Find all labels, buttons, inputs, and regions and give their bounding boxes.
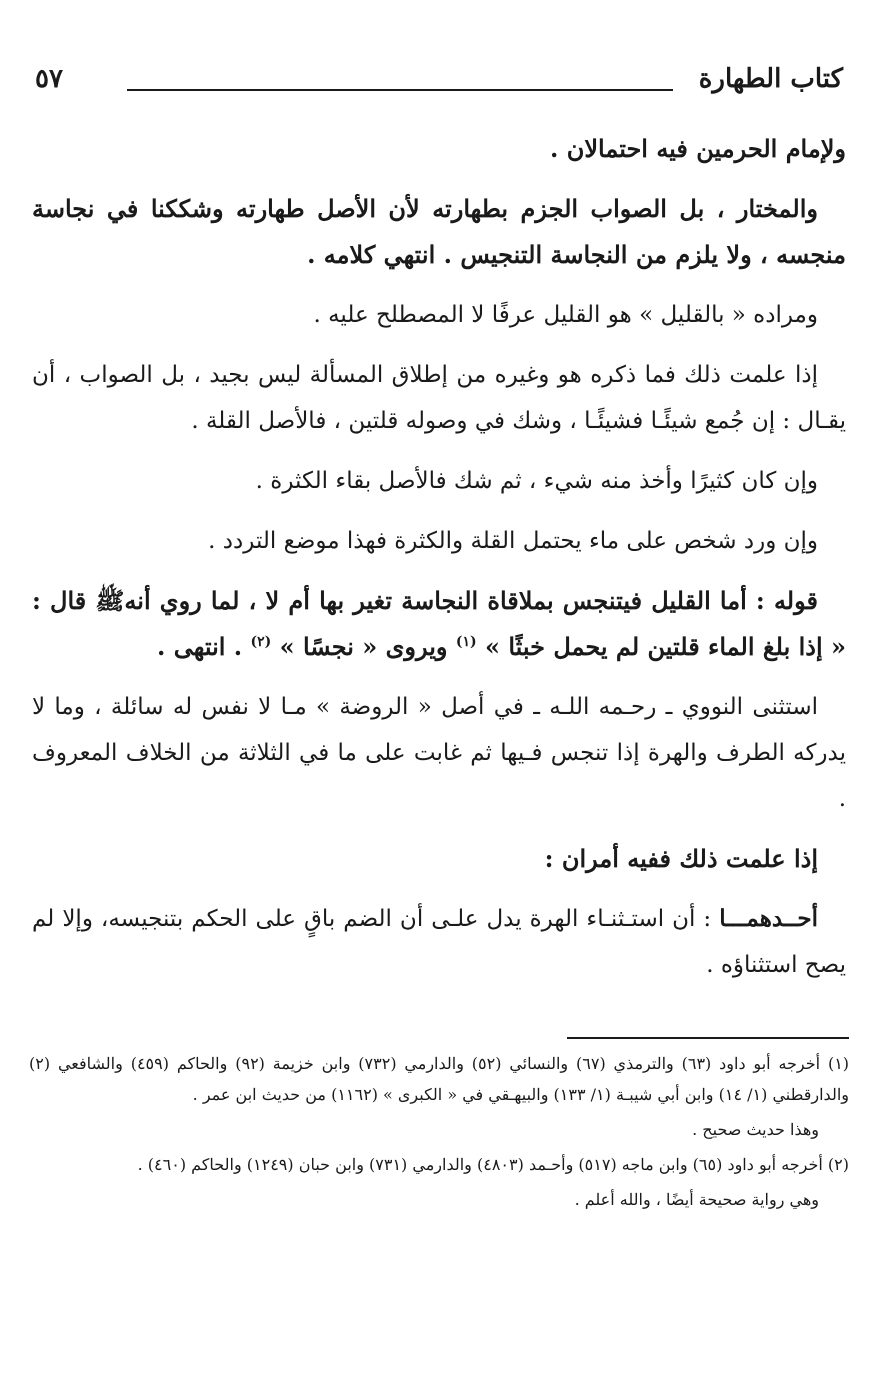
- footnotes: [29, 1048, 849, 1219]
- hadith-variant: ويروى « نجسًا »: [271, 632, 456, 661]
- page-number: ٥٧: [35, 64, 63, 94]
- paragraph: ولإمام الحرمين فيه احتمالان .: [550, 134, 846, 163]
- subheading: إذا علمت ذلك ففيه أمران :: [544, 844, 818, 873]
- hadith-text: قوله : أما القليل فيتنجس بملاقاة النجاسة تغير بها أم لا ، لما روي أنهﷺ قال : « إذا بلغ الماء قلتين لم يحمل خبثًا »: [32, 586, 846, 661]
- paragraph: والمختار ، بل الصواب الجزم بطهارته لأن الأصل طهارته وشككنا في نجاسة منجسه ، ولا يلزم من النجاسة التنجيس . انتهي كلامه .: [32, 194, 846, 269]
- paragraph: إذا علمت ذلك فما ذكره هو وغيره من إطلاق المسألة ليس بجيد ، بل الصواب ، أن يقـال : إن جُمع شيئًـا فشيئًـا ، وشك في وصوله قلتين ، فالأصل القلة .: [32, 362, 846, 434]
- footnote-2: (٢) أخرجه أبو داود (٦٥) وابن ماجه (٥١٧) وأحـمد (٤٨٠٣) والدارمي (٧٣١) وابن حبان (١٢٤٩) والحاكم (٤٦٠) .: [137, 1155, 849, 1174]
- footnote-2-note: وهي رواية صحيحة أيضًا ، والله أعلم .: [574, 1190, 819, 1209]
- main-text: [32, 126, 846, 1002]
- footnote-separator: [567, 1037, 849, 1039]
- header-rule: [127, 89, 673, 91]
- footnote-1-note: وهذا حديث صحيح .: [692, 1120, 819, 1139]
- page-header: [35, 64, 843, 112]
- footnote-ref-2[interactable]: (٢): [250, 634, 272, 650]
- hadith-paragraph: [32, 578, 846, 670]
- hadith-end: . انتهى .: [157, 632, 251, 661]
- paragraph: وإن كان كثيرًا وأخذ منه شيء ، ثم شك فالأصل بقاء الكثرة .: [255, 468, 818, 494]
- footnote-ref-1[interactable]: (١): [455, 634, 477, 650]
- lead-word: أحــدهمـــا: [719, 905, 818, 932]
- paragraph: [32, 896, 846, 988]
- footnote-1: (١) أخرجه أبو داود (٦٣) والترمذي (٦٧) والنسائي (٥٢) والدارمي (٧٣٢) وابن خزيمة (٩٢) والحاكم (٤٥٩) والشافعي (٢) والدارقطني (١/ ١٤) وابن أبي شيبـة (١/ ١٣٣) والبيهـقي في « الكبرى » (١١٦٢) من حديث ابن عمر .: [29, 1054, 850, 1104]
- paragraph: ومراده « بالقليل » هو القليل عرفًا لا المصطلح عليه .: [313, 302, 818, 328]
- paragraph: استثنى النووي ـ رحـمه اللـه ـ في أصل « الروضة » مـا لا نفس له سائلة ، وما لا يدركه الطرف والهرة إذا تنجس فـيها ثم غابت على ما في الثلاثة من الخلاف المعروف .: [32, 694, 846, 812]
- paragraph-rest: : أن استـثنـاء الهرة يدل علـى أن الضم باقٍ على الحكم بتنجيسه، وإلا لم يصح استثناؤه .: [32, 906, 846, 978]
- paragraph: وإن ورد شخص على ماء يحتمل القلة والكثرة فهذا موضع التردد .: [208, 528, 818, 554]
- running-title: كتاب الطهارة: [698, 64, 843, 94]
